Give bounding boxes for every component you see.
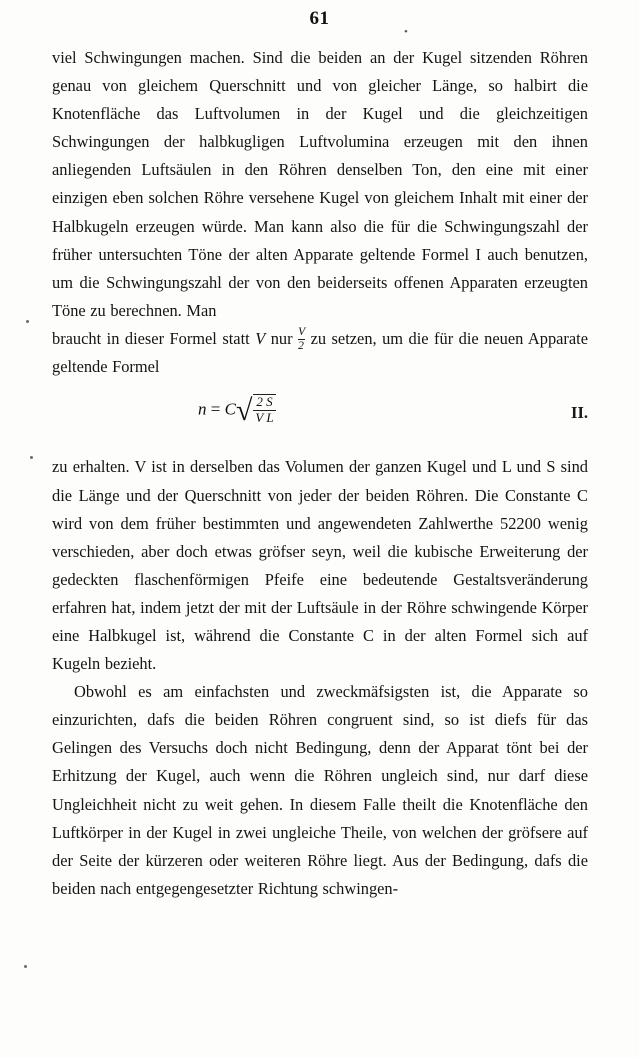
paragraph-1-continued: [52, 325, 588, 381]
display-formula: [198, 395, 276, 426]
inline-variable-v: V: [255, 328, 266, 348]
formula-label: II.: [571, 403, 588, 423]
formula-fraction-denominator: V L: [255, 409, 274, 425]
radical-sign: √: [235, 393, 253, 427]
inline-fraction-numerator: V: [298, 326, 306, 339]
inline-fraction-v-over-2: [298, 326, 305, 352]
formula-fraction: [253, 394, 275, 425]
formula-equals: =: [210, 399, 221, 419]
paragraph-1-continued-suffix: zu setzen, um die für die neuen Apparate geltende Formel: [52, 328, 588, 377]
formula-fraction-numerator: 2 S: [256, 394, 273, 410]
formula-radical: [235, 393, 253, 427]
margin-speck: [30, 456, 33, 459]
formula-constant: C: [224, 399, 236, 419]
paragraph-1-continued-mid: nur: [270, 328, 293, 348]
page-number: 61: [309, 8, 330, 29]
paragraph-1-continued-prefix: braucht in dieser Formel statt: [52, 328, 250, 348]
paragraph-3: Obwohl es am einfachsten und zweckmäfsigsten ist, die Apparate so einzurichten, dafs die beiden Röhren congruent sind, so ist diefs für das Gelingen des Versuchs doch nicht Bedingung, denn der Apparat tönt bei der Erhitzung der Kugel, auch wenn die Röhren ungleich sind, nur darf diese Ungleichheit nicht zu weit gehen. In diesem Falle theilt die Knotenfläche den Luftkörper in der Kugel in zwei ungleiche Theile, von welchen der gröfsere auf der Seite der kürzeren oder weiteren Röhre liegt. Aus der Bedingung, dafs die beiden nach entgegengesetzter Richtung schwingen-: [52, 682, 588, 898]
paragraph-1: viel Schwingungen machen. Sind die beiden an der Kugel sitzenden Röhren genau von gleichem Querschnitt und von gleicher Länge, so halbirt die Knotenfläche das Luftvolumen in der Kugel und die gleichzeitigen Schwingungen der halbkugligen Luftvolumina erzeugen mit den ihnen anliegenden Luftsäulen in den Röhren denselben Ton, den eine mit einer einzigen eben solchen Röhre versehene Kugel von gleichem Inhalt mit einer der Halbkugeln erzeugen würde. Man kann also die für die Schwingungszahl der früher untersuchten Töne der alten Apparate geltende Formel I auch benutzen, um die Schwingungszahl der von den beiderseits offenen Apparaten erzeugten Töne zu berechnen. Man: [52, 48, 588, 320]
formula-lhs: n: [198, 399, 207, 419]
corner-mark: •: [404, 26, 408, 38]
inline-fraction-denominator: 2: [298, 339, 304, 352]
body-text-column: [52, 44, 588, 903]
paragraph-2: zu erhalten. V ist in derselben das Volumen der ganzen Kugel und L und S sind die Länge und der Querschnitt von jeder der beiden Röhren. Die Constante C wird von dem früher bestimmten und angewendeten Zahlwerthe 52200 wenig verschieden, aber doch etwas gröfser seyn, weil die kubische Erweiterung der gedeckten flaschenförmigen Pfeife eine bedeutende Gestaltsveränderung erfahren hat, indem jetzt der mit der Luftsäule in der Röhre schwingende Körper eine Halbkugel ist, während die Constante C in der alten Formel sich auf Kugeln bezieht.: [52, 457, 588, 674]
margin-speck: [24, 965, 27, 968]
margin-speck: [26, 320, 29, 323]
display-formula-block: [52, 387, 588, 449]
